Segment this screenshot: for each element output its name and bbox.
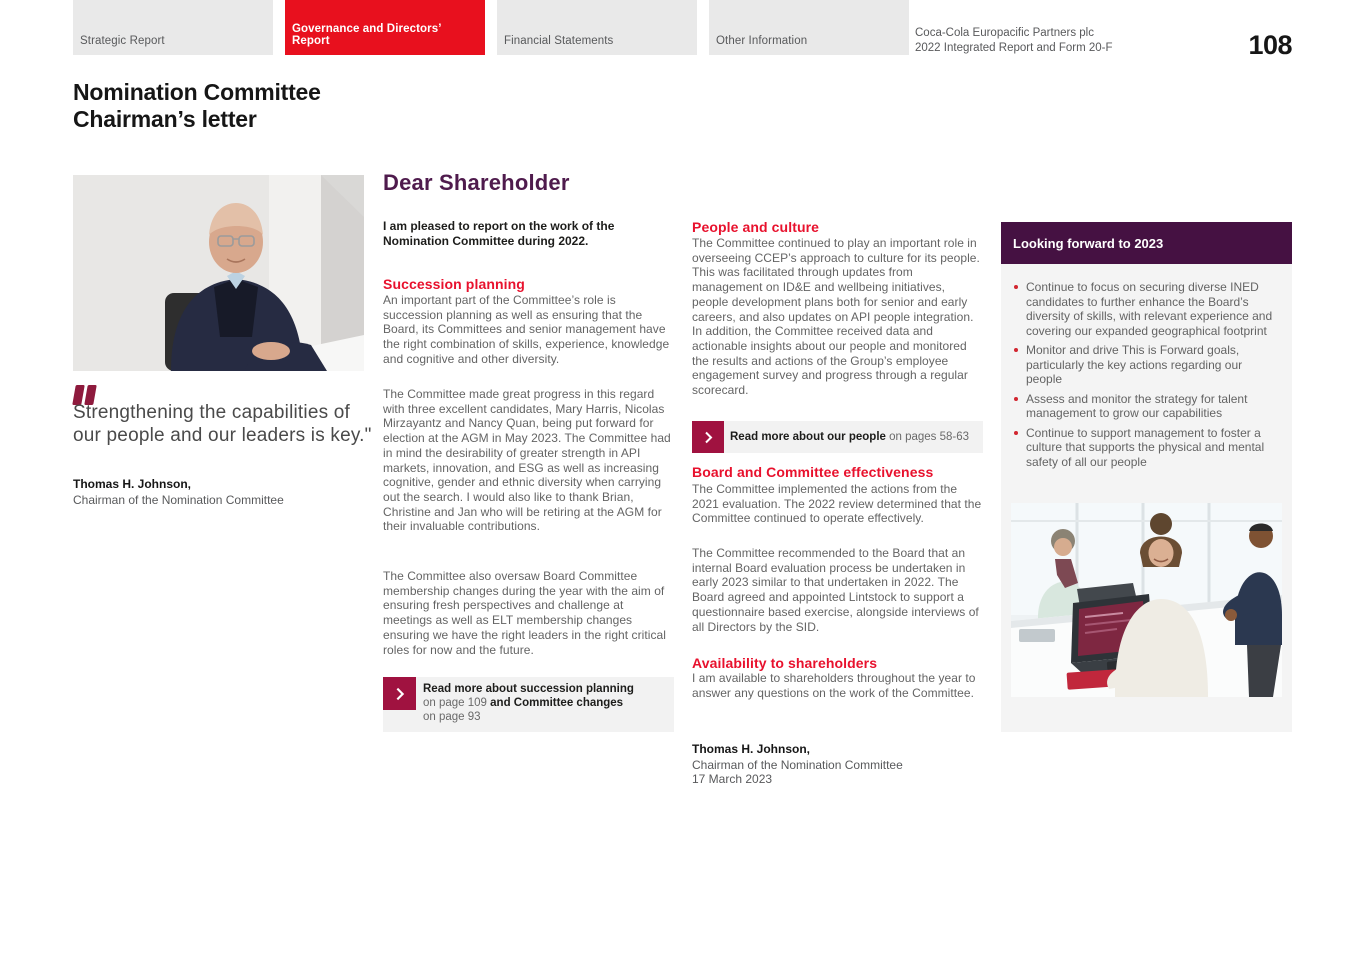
list-item-text: Assess and monitor the strategy for talent management to grow our capabilities	[1026, 391, 1248, 420]
list-item-text: Continue to support management to foster a culture that supports the physical and mental safety of all our people	[1026, 425, 1265, 469]
list-item-text: Monitor and drive This is Forward goals, particularly the key actions regarding our people	[1026, 343, 1243, 386]
bullet-icon	[1014, 431, 1018, 435]
list-item-text: Continue to focus on securing diverse INED candidates to further enhance the Board’s diversity of skills, with relevant experience and covering our expanded geographical footprint	[1026, 280, 1273, 338]
looking-forward-header	[1001, 222, 1292, 264]
publication-line2: 2022 Integrated Report and Form 20-F	[915, 42, 1113, 54]
tab-strategic-report[interactable]	[73, 0, 273, 55]
readmore-text	[724, 430, 975, 444]
paragraph: The Committee also oversaw Board Committee membership changes during the year with the aim of ensuring fresh perspectives and challenge at meetings as well as ELT membership changes ensuring we have the right leaders in the right critical roles for now and the future.	[383, 569, 666, 657]
quote-attribution-name: Thomas H. Johnson,	[73, 477, 192, 491]
readmore-bold-text: Read more about our people	[730, 430, 886, 443]
paragraph: I am available to shareholders throughout the year to answer any questions on the work of the Committee.	[692, 671, 976, 700]
intro-paragraph: I am pleased to report on the work of the Nomination Committee during 2022.	[383, 219, 615, 248]
list-item	[1013, 280, 1280, 338]
salutation-heading: Dear Shareholder	[383, 170, 570, 195]
bullet-icon	[1014, 348, 1018, 352]
tab-label: Other Information	[716, 35, 808, 47]
heading-succession-planning: Succession planning	[383, 276, 525, 292]
looking-forward-list	[1013, 280, 1280, 469]
readmore-regular-text: on page 93	[423, 711, 481, 724]
pull-quote: Strengthening the capabilities of our people and our leaders is key."	[73, 402, 372, 446]
page-title-line1: Nomination Committee	[73, 79, 321, 106]
readmore-people-link[interactable]	[692, 421, 983, 453]
readmore-bold-text: and Committee changes	[490, 697, 624, 710]
heading-people-and-culture: People and culture	[692, 219, 820, 235]
page-title-line2: Chairman’s letter	[73, 106, 257, 133]
looking-forward-title: Looking forward to 2023	[1013, 235, 1164, 251]
signature-date: 17 March 2023	[692, 772, 773, 786]
bullet-icon	[1014, 397, 1018, 401]
readmore-regular-text: on page 109	[423, 697, 491, 710]
heading-board-effectiveness: Board and Committee effectiveness	[692, 464, 934, 480]
tab-label: Financial Statements	[504, 35, 614, 47]
readmore-succession-link[interactable]	[383, 677, 674, 732]
publication-title	[915, 26, 1113, 56]
tab-label: Governance and Directors’ Report	[292, 23, 441, 47]
paragraph: The Committee made great progress in this regard with three excellent candidates, Mary Harris, Nicolas Mirzayantz and Nancy Quan, being put forward for election at the AGM in May 2023. The Committee had in mind the desirability of greater strength in API markets, innovation, and ESG as well as increasing cognitive, gender and ethnic diversity when carrying out the search. I would also like to thank Brian, Christine and Jan who will be retiring at the AGM for their invaluable contributions.	[383, 387, 671, 534]
tab-other-information[interactable]	[709, 0, 909, 55]
paragraph: An important part of the Committee’s role is succession planning as well as ensuring that the Board, its Committees and senior management have the right combination of skills, experience, knowledge and cognitive and other diversity.	[383, 293, 670, 366]
tab-label: Strategic Report	[80, 35, 165, 47]
chevron-right-icon	[383, 677, 416, 710]
page-number: 108	[1248, 30, 1292, 60]
heading-availability: Availability to shareholders	[692, 655, 878, 671]
signature-name: Thomas H. Johnson,	[692, 742, 811, 756]
paragraph: The Committee recommended to the Board that an internal Board evaluation process be undertaken in early 2023 similar to that undertaken in 2022. The Board agreed and appointed Lintstock to support a questionnaire based exercise, alongside interviews of all Directors by the SID.	[692, 546, 979, 634]
list-item	[1013, 392, 1280, 421]
paragraph: The Committee implemented the actions from the 2021 evaluation. The 2022 review determined that the Committee continued to operate effectively.	[692, 482, 982, 526]
tab-financial-statements[interactable]	[497, 0, 697, 55]
readmore-regular-text: on pages 58-63	[885, 430, 970, 443]
chevron-right-icon	[692, 421, 724, 453]
signature-role: Chairman of the Nomination Committee	[692, 758, 903, 772]
quote-attribution-role: Chairman of the Nomination Committee	[73, 493, 284, 507]
chairman-portrait-photo	[73, 175, 364, 371]
readmore-text	[416, 677, 640, 732]
team-meeting-photo	[1011, 503, 1282, 697]
list-item	[1013, 426, 1280, 470]
publication-line1: Coca-Cola Europacific Partners plc	[915, 27, 1094, 39]
paragraph: The Committee continued to play an important role in overseeing CCEP’s approach to culture for its people. This was facilitated through updates from management on ID&E and wellbeing initiatives, people development plans both for senior and early careers, and also updates on API people integration. In addition, the Committee received data and actionable insights about our people and monitored the results and actions of the Group’s employee engagement survey and progress through a regular scorecard.	[692, 236, 980, 398]
page-title	[73, 79, 321, 133]
tab-governance-report[interactable]	[285, 0, 485, 55]
bullet-icon	[1014, 285, 1018, 289]
list-item	[1013, 343, 1280, 387]
readmore-bold-text: Read more about succession planning	[423, 683, 634, 695]
